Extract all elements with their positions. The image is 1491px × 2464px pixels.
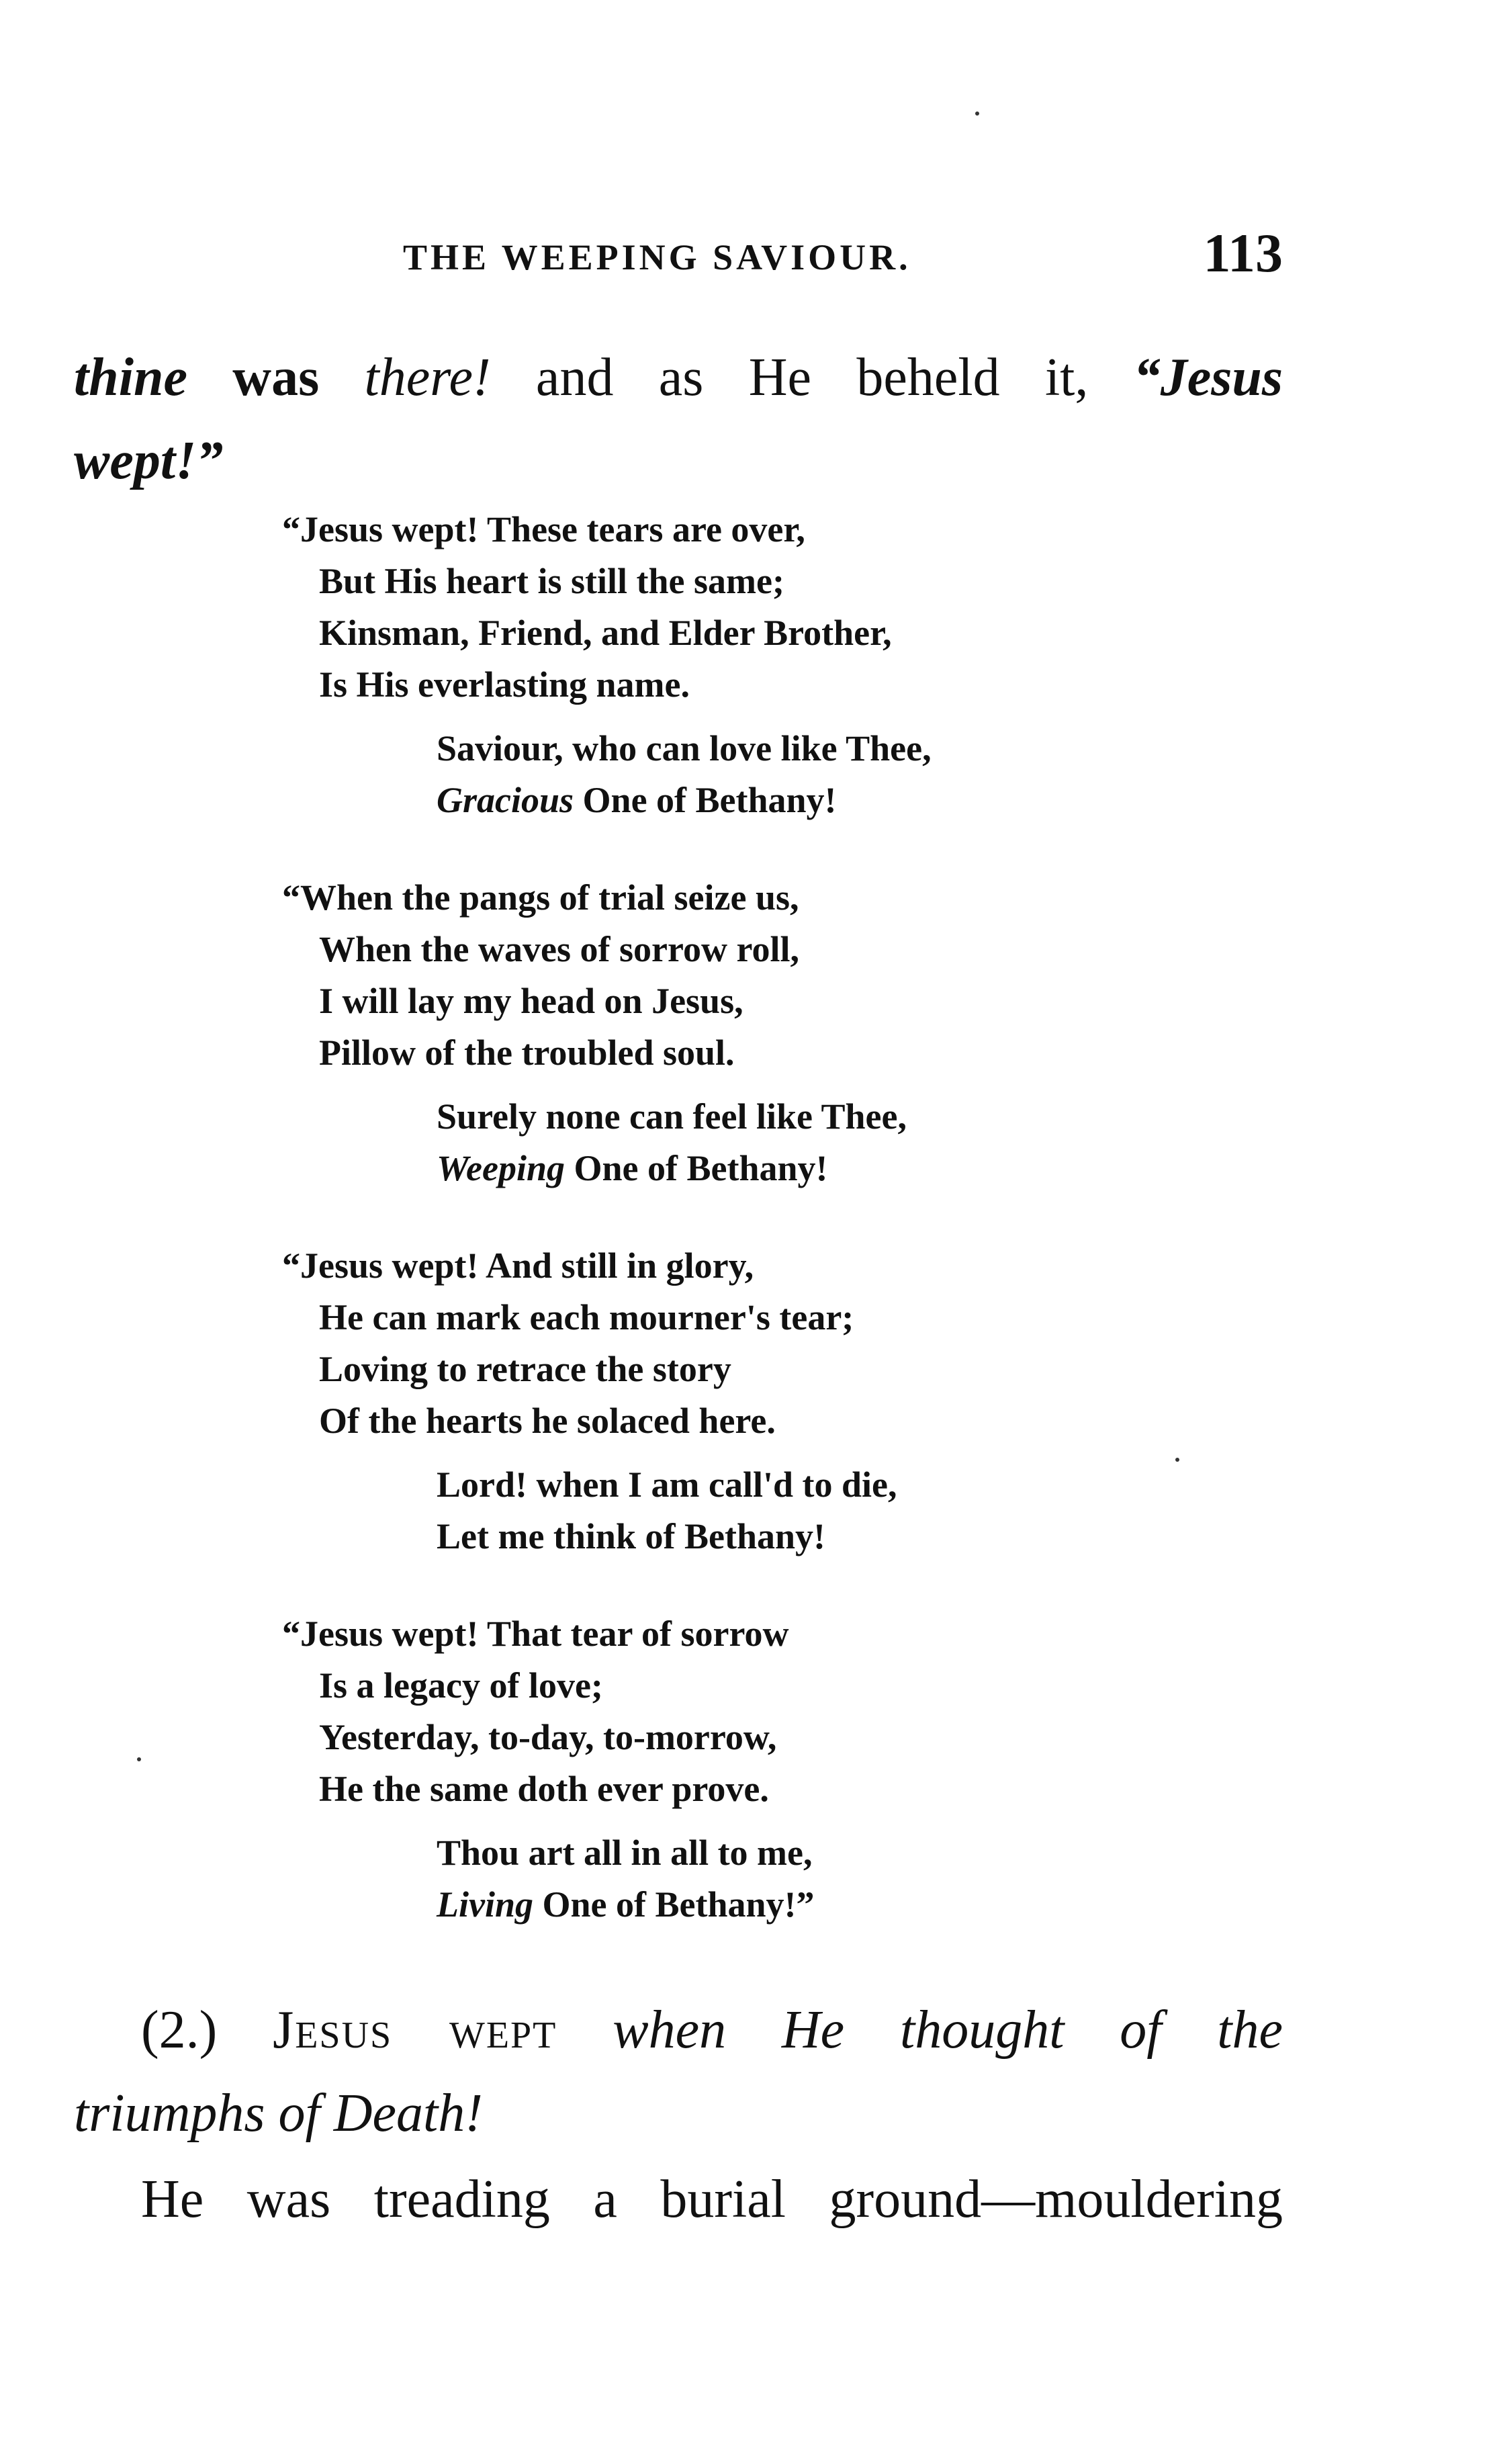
stanza-2-refrain-rest: One of Bethany! <box>564 1148 828 1188</box>
opening-line-2 <box>74 419 1283 502</box>
stanza-1-line-2: But His heart is still the same; <box>319 561 784 601</box>
opening-phrase: and as He beheld it, <box>490 348 1134 407</box>
stanza-2-refrain-italic: Weeping <box>437 1148 565 1188</box>
hymn-stanza-2 <box>282 872 1155 1194</box>
print-speck <box>1175 1458 1179 1462</box>
section-caps: Jesus wept <box>273 2000 557 2060</box>
stanza-4-refrain-1: Thou art all in all to me, <box>437 1833 813 1873</box>
stanza-1-refrain-1: Saviour, who can love like Thee, <box>437 728 932 768</box>
stanza-1-refrain-2 <box>282 775 1155 826</box>
print-speck <box>975 112 979 116</box>
opening-word-was: was <box>187 348 365 407</box>
section-italic-1: when He thought of the <box>613 2000 1283 2060</box>
opening-word-there: there! <box>364 348 491 407</box>
stanza-3-refrain-1: Lord! when I am call'd to die, <box>437 1464 897 1505</box>
stanza-2-line-1: “When the pangs of trial seize us, <box>282 877 799 918</box>
page-header <box>74 222 1283 289</box>
print-speck <box>137 1757 141 1761</box>
stanza-4-line-1: “Jesus wept! That tear of sorrow <box>282 1614 789 1654</box>
stanza-3-refrain-2 <box>282 1511 1155 1563</box>
stanza-4-line-3: Yesterday, to-day, to-morrow, <box>319 1717 777 1757</box>
section-line-1 <box>74 1988 1283 2072</box>
stanza-1-line-4: Is His everlasting name. <box>319 664 690 705</box>
stanza-3-refrain-rest: Let me think of Bethany! <box>437 1516 825 1556</box>
section-number: (2.) <box>141 2000 218 2060</box>
stanza-2-refrain-2 <box>282 1143 1155 1194</box>
hymn <box>282 504 1155 1976</box>
section-paragraph <box>74 1988 1283 2155</box>
stanza-4-refrain-rest: One of Bethany!” <box>533 1884 815 1925</box>
opening-word-wept: wept! <box>74 431 197 490</box>
section-line-2 <box>74 2072 1283 2155</box>
stanza-2-refrain-1: Surely none can feel like Thee, <box>437 1096 907 1137</box>
stanza-2-line-3: I will lay my head on Jesus, <box>319 981 743 1021</box>
stanza-4-refrain-2 <box>282 1879 1155 1931</box>
opening-word-jesus: “Jesus <box>1133 348 1283 407</box>
opening-close-quote: ” <box>196 431 224 490</box>
hymn-stanza-4 <box>282 1608 1155 1931</box>
stanza-3-line-4: Of the hearts he solaced here. <box>319 1401 776 1441</box>
section-italic-2: triumphs of Death! <box>74 2084 483 2143</box>
stanza-3-line-3: Loving to retrace the story <box>319 1349 731 1389</box>
hymn-stanza-1 <box>282 504 1155 826</box>
stanza-1-line-3: Kinsman, Friend, and Elder Brother, <box>319 613 892 653</box>
stanza-1-line-1: “Jesus wept! These tears are over, <box>282 509 805 549</box>
opening-paragraph <box>74 336 1283 502</box>
stanza-2-line-2: When the waves of sorrow roll, <box>319 929 799 969</box>
closing-paragraph <box>74 2158 1283 2241</box>
stanza-3-line-2: He can mark each mourner's tear; <box>319 1297 854 1337</box>
stanza-2-line-4: Pillow of the troubled soul. <box>319 1032 735 1073</box>
running-head: THE WEEPING SAVIOUR. <box>403 237 911 277</box>
stanza-4-refrain-italic: Living <box>437 1884 533 1925</box>
hymn-stanza-3 <box>282 1240 1155 1563</box>
closing-line: He was treading a burial ground—mouldering <box>141 2170 1283 2229</box>
stanza-1-refrain-rest: One of Bethany! <box>574 780 837 820</box>
stanza-1-refrain-italic: Gracious <box>437 780 574 820</box>
opening-line-1 <box>74 336 1283 419</box>
stanza-4-line-2: Is a legacy of love; <box>319 1665 603 1706</box>
opening-word-thine: thine <box>74 348 187 407</box>
stanza-3-line-1: “Jesus wept! And still in glory, <box>282 1245 754 1286</box>
stanza-4-line-4: He the same doth ever prove. <box>319 1769 769 1809</box>
page-number: 113 <box>1203 222 1283 283</box>
